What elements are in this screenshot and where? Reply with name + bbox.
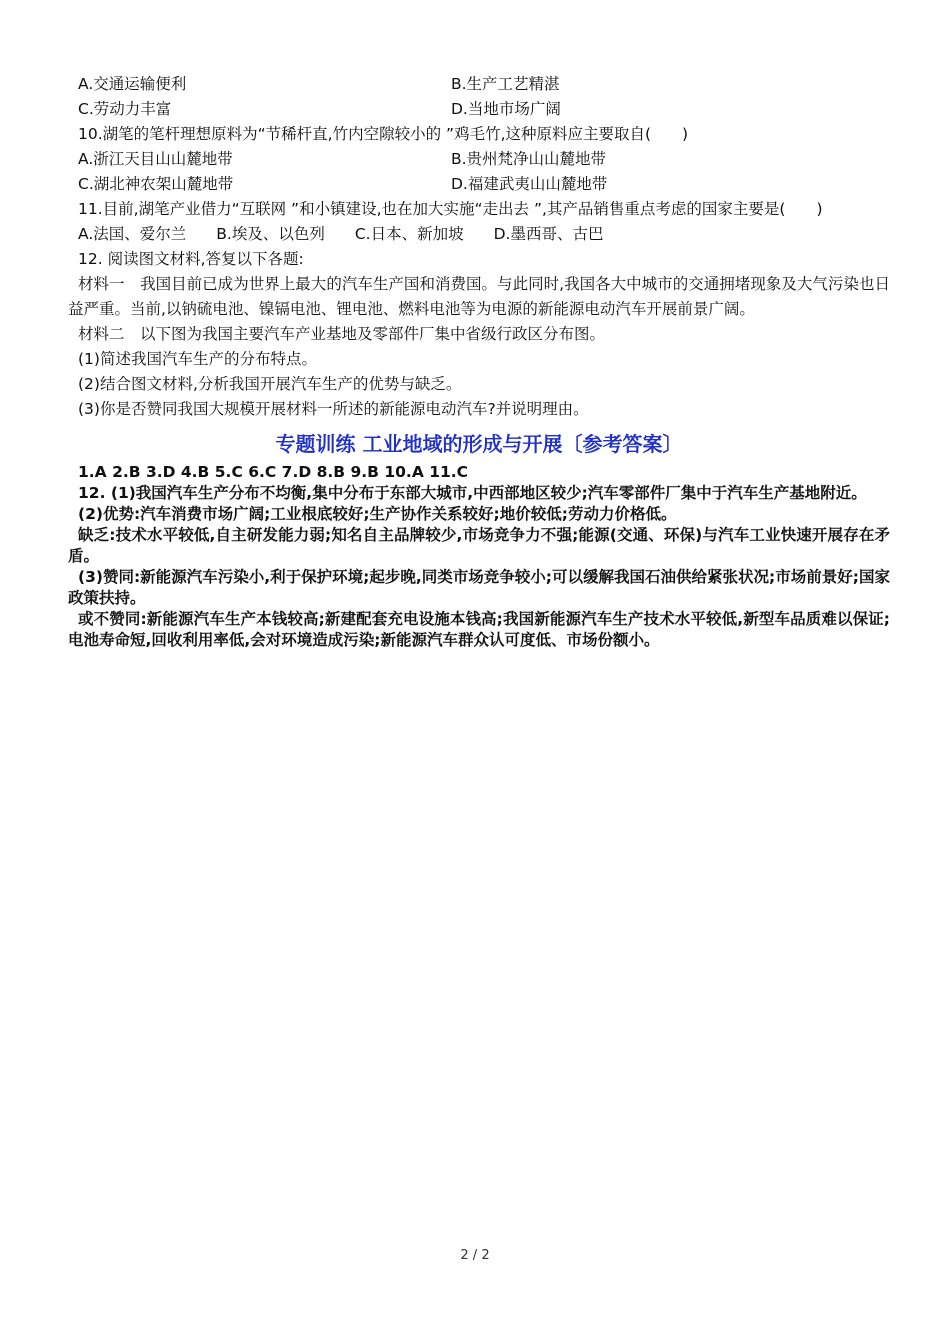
q10-options-row-1 (68, 147, 890, 172)
option-a: A.交通运输便利 (78, 75, 187, 93)
answer-12-part-3-agree: (3)赞同:新能源汽车污染小,利于保护环境;起步晚,同类市场竞争较小;可以缓解我国石油供给紧张状况;市场前景好;国家政策扶持。 (68, 568, 890, 607)
option-d: D.福建武夷山山麓地带 (451, 175, 608, 193)
q10-options-row-2 (68, 172, 890, 197)
page-number: 2 / 2 (460, 1248, 490, 1263)
question-11-stem: 11.目前,湖笔产业借力“互联网 ”和小镇建设,也在加大实施“走出去 ”,其产品销售重点考虑的国家主要是( ) (78, 200, 823, 218)
option-a: A.法国、爱尔兰 (78, 225, 187, 243)
option-d: D.当地市场广阔 (451, 100, 561, 118)
option-d: D.墨西哥、古巴 (493, 225, 604, 243)
sub-question-3: (3)你是否赞同我国大规模开展材料一所述的新能源电动汽车?并说明理由。 (78, 400, 589, 418)
answer-12-part-2-shortcomings: 缺乏:技术水平较低,自主研发能力弱;知名自主品牌较少,市场竞争力不强;能源(交通、环保)与汽车工业快速开展存在矛盾。 (68, 526, 890, 565)
question-12-stem: 12. 阅读图文材料,答复以下各题: (78, 250, 304, 268)
q9-options-row-2 (68, 97, 890, 122)
q11-options-row (68, 222, 890, 247)
material-one: 材料一 我国目前已成为世界上最大的汽车生产国和消费国。与此同时,我国各大中城市的交通拥堵现象及大气污染也日益严重。当前,以钠硫电池、镍镉电池、锂电池、燃料电池等为电源的新能源电动汽车开展前景广阔。 (68, 275, 890, 318)
answer-12-part-2-advantages: (2)优势:汽车消费市场广阔;工业根底较好;生产协作关系较好;地价较低;劳动力价格低。 (78, 505, 677, 523)
sub-question-2: (2)结合图文材料,分析我国开展汽车生产的优势与缺乏。 (78, 375, 462, 393)
option-a: A.浙江天目山山麓地带 (78, 150, 233, 168)
answer-key-title: 专题训练 工业地域的形成与开展〔参考答案〕 (275, 432, 683, 456)
answer-12-part-1: 12. (1)我国汽车生产分布不均衡,集中分布于东部大城市,中西部地区较少;汽车零部件厂集中于汽车生产基地附近。 (78, 484, 867, 502)
answer-12-part-3-disagree: 或不赞同:新能源汽车生产本钱较高;新建配套充电设施本钱高;我国新能源汽车生产技术水平较低,新型车品质难以保证;电池寿命短,回收利用率低,会对环境造成污染;新能源汽车群众认可度低、市场份额小。 (68, 610, 890, 649)
option-c: C.劳动力丰富 (78, 100, 172, 118)
answer-multiple-choice: 1.A 2.B 3.D 4.B 5.C 6.C 7.D 8.B 9.B 10.A 11.C (78, 463, 469, 481)
sub-question-1: (1)简述我国汽车生产的分布特点。 (78, 350, 317, 368)
q9-options-row-1 (68, 72, 890, 97)
material-two: 材料二 以下图为我国主要汽车产业基地及零部件厂集中省级行政区分布图。 (78, 325, 606, 343)
option-b: B.生产工艺精湛 (451, 75, 560, 93)
option-c: C.湖北神农架山麓地带 (78, 175, 234, 193)
document-page (68, 72, 890, 651)
option-b: B.埃及、以色列 (216, 225, 325, 243)
option-c: C.日本、新加坡 (354, 225, 464, 243)
option-b: B.贵州梵净山山麓地带 (451, 150, 607, 168)
question-10-stem: 10.湖笔的笔杆理想原料为“节稀杆直,竹内空隙较小的 ”鸡毛竹,这种原料应主要取自( ) (78, 125, 689, 143)
